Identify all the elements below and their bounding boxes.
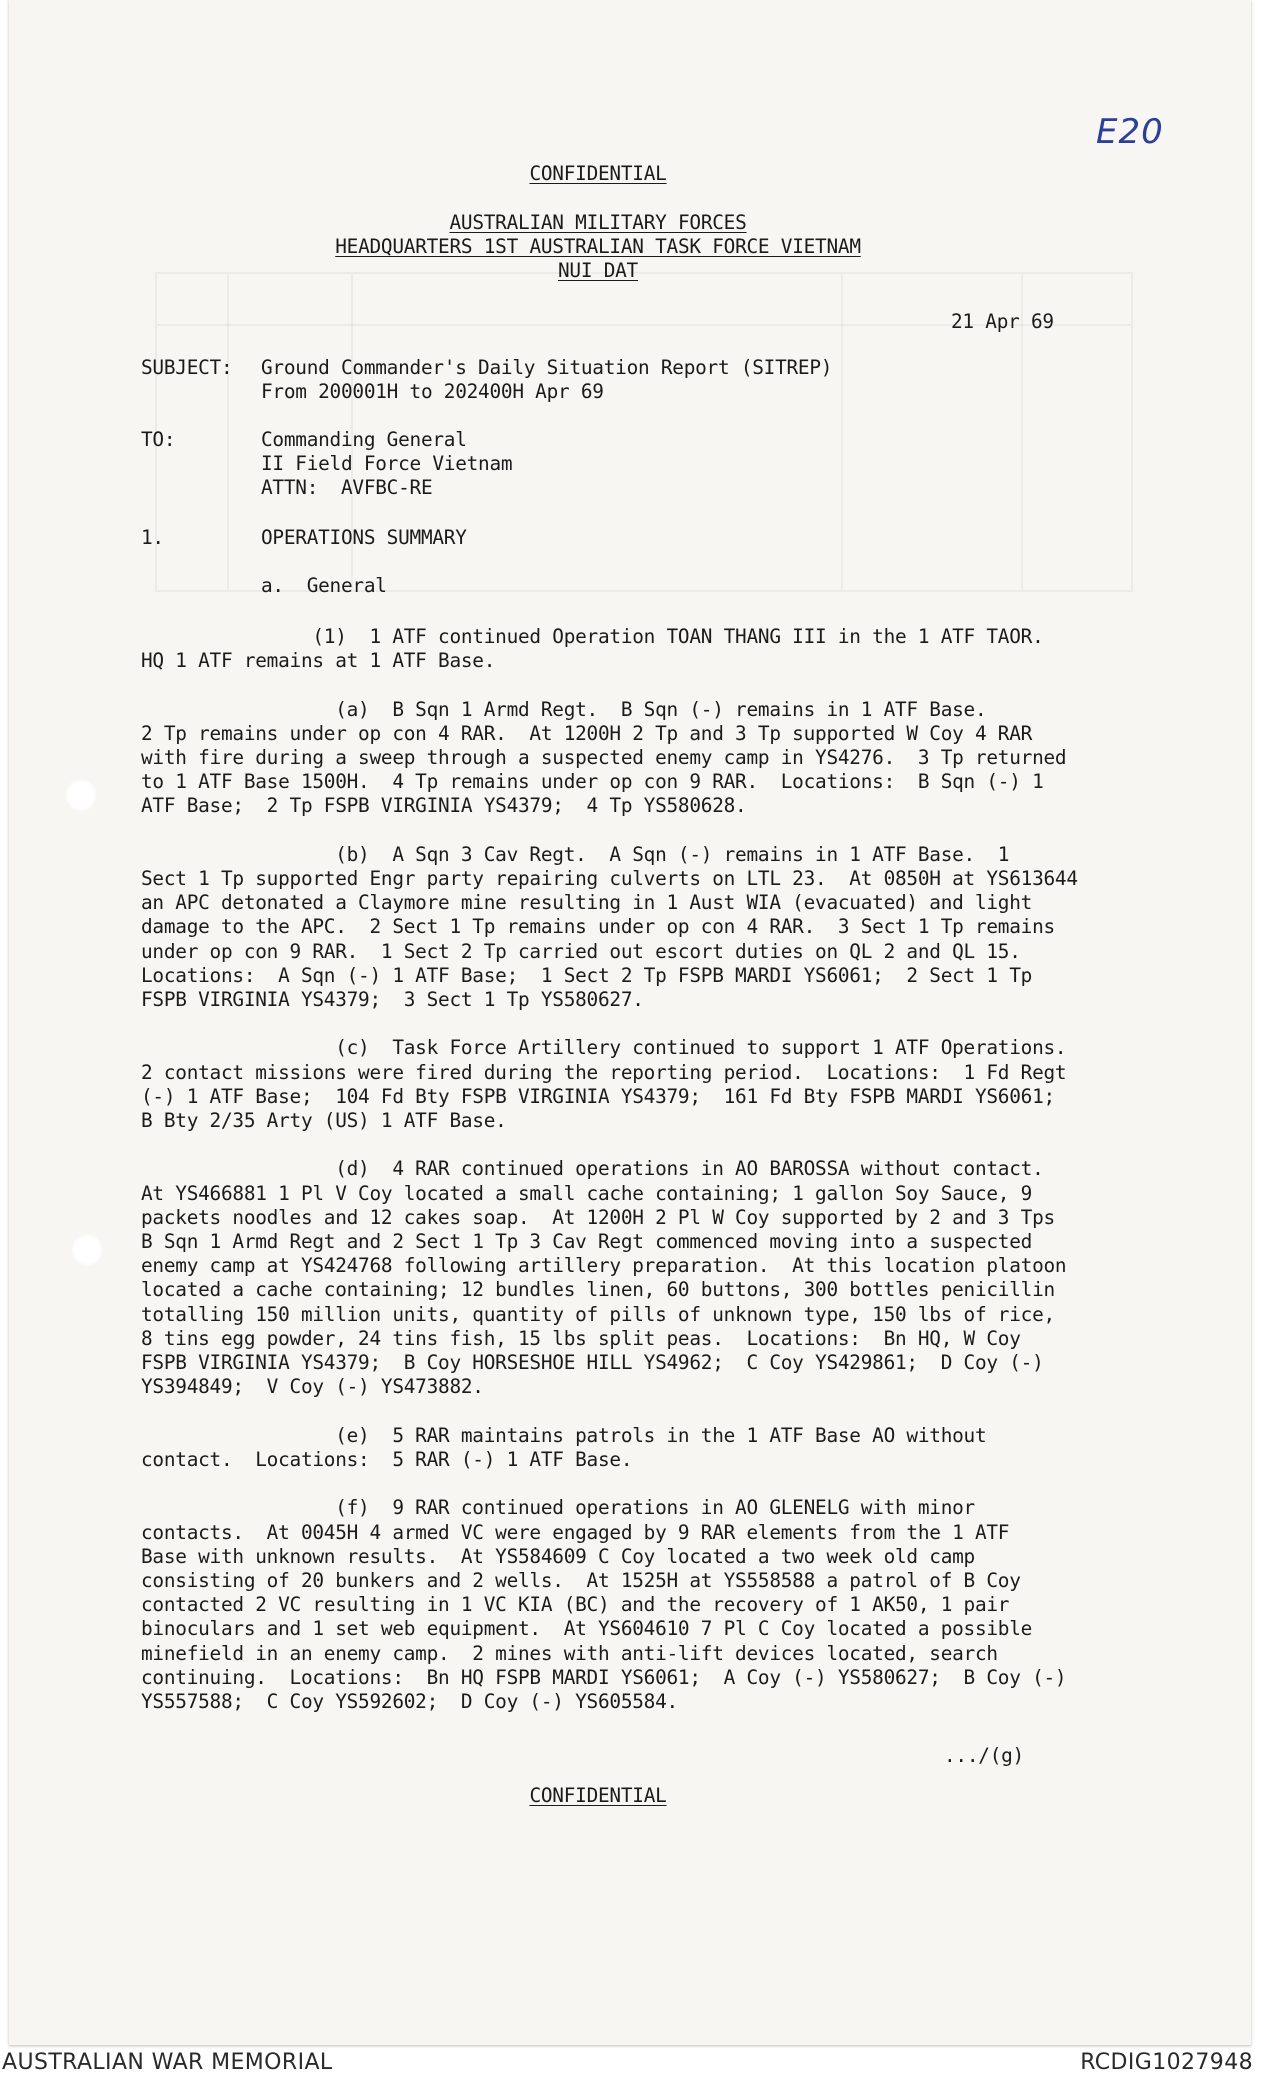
body-line: to 1 ATF Base 1500H. 4 Tp remains under op con 9 RAR. Locations: B Sqn (-) 1: [141, 770, 1044, 794]
body-line: Base with unknown results. At YS584609 C Coy located a two week old camp: [141, 1544, 975, 1568]
body-line: binoculars and 1 set web equipment. At YS604610 7 Pl C Coy located a possible: [141, 1617, 1033, 1641]
body-line: 2 contact missions were fired during the reporting period. Locations: 1 Fd Regt: [141, 1060, 1067, 1084]
classification-bottom: CONFIDENTIAL: [529, 1784, 667, 1807]
body-line: (b) A Sqn 3 Cav Regt. A Sqn (-) remains in 1 ATF Base. 1: [141, 842, 1010, 866]
body-line: (e) 5 RAR maintains patrols in the 1 ATF Base AO without: [141, 1423, 987, 1447]
body-line: contact. Locations: 5 RAR (-) 1 ATF Base.: [141, 1447, 633, 1471]
body-line: (f) 9 RAR continued operations in AO GLENELG with minor: [141, 1496, 975, 1520]
body-line: [141, 1472, 1131, 1496]
to-line-2: II Field Force Vietnam: [261, 452, 513, 475]
body-line: totalling 150 million units, quantity of pills of unknown type, 150 lbs of rice,: [141, 1302, 1055, 1326]
to-label: TO:: [141, 428, 176, 451]
subject-line-2: From 200001H to 202400H Apr 69: [261, 380, 604, 403]
subject-line-1: Ground Commander's Daily Situation Report (SITREP): [261, 356, 833, 379]
org-line-1: AUSTRALIAN MILITARY FORCES: [449, 211, 747, 234]
body-line: 2 Tp remains under op con 4 RAR. At 1200H 2 Tp and 3 Tp supported W Coy 4 RAR: [141, 721, 1033, 745]
body-line: continuing. Locations: Bn HQ FSPB MARDI YS6061; A Coy (-) YS580627; B Coy (-): [141, 1665, 1067, 1689]
classification-top: CONFIDENTIAL: [529, 162, 667, 185]
body-line: damage to the APC. 2 Sect 1 Tp remains under op con 4 RAR. 3 Sect 1 Tp remains: [141, 915, 1055, 939]
body-line: At YS466881 1 Pl V Coy located a small cache containing; 1 gallon Soy Sauce, 9: [141, 1181, 1033, 1205]
body-line: enemy camp at YS424768 following artillery preparation. At this location platoon: [141, 1254, 1067, 1278]
subject-label: SUBJECT:: [141, 356, 233, 379]
document-date: 21 Apr 69: [951, 310, 1054, 333]
body-line: located a cache containing; 12 bundles linen, 60 buttons, 300 bottles penicillin: [141, 1278, 1055, 1302]
body-line: contacts. At 0045H 4 armed VC were engaged by 9 RAR elements from the 1 ATF: [141, 1520, 1010, 1544]
punch-hole: [66, 778, 96, 812]
section-number: 1.: [141, 526, 164, 549]
body-line: B Sqn 1 Armd Regt and 2 Sect 1 Tp 3 Cav Regt commenced moving into a suspected: [141, 1230, 1033, 1254]
to-line-3: ATTN: AVFBC-RE: [261, 476, 433, 499]
body-line: minefield in an enemy camp. 2 mines with anti-lift devices located, search: [141, 1641, 998, 1665]
body-line: [141, 1400, 1131, 1424]
body-line: (c) Task Force Artillery continued to support 1 ATF Operations.: [141, 1036, 1067, 1060]
footer-id: RCDIG1027948: [1080, 2050, 1253, 2075]
to-line-1: Commanding General: [261, 428, 467, 451]
report-body: [141, 625, 1131, 1714]
org-line-2: HEADQUARTERS 1ST AUSTRALIAN TASK FORCE VIETNAM: [335, 235, 861, 258]
body-line: FSPB VIRGINIA YS4379; B Coy HORSESHOE HILL YS4962; C Coy YS429861; D Coy (-): [141, 1351, 1044, 1375]
footer-source: AUSTRALIAN WAR MEMORIAL: [2, 2050, 333, 2075]
body-line: (-) 1 ATF Base; 104 Fd Bty FSPB VIRGINIA YS4379; 161 Fd Bty FSPB MARDI YS6061;: [141, 1084, 1055, 1108]
handwritten-annotation: E20: [1096, 112, 1164, 152]
body-line: an APC detonated a Claymore mine resulting in 1 Aust WIA (evacuated) and light: [141, 891, 1033, 915]
subsection-heading: a. General: [261, 574, 387, 597]
body-line: under op con 9 RAR. 1 Sect 2 Tp carried out escort duties on QL 2 and QL 15.: [141, 939, 1021, 963]
continuation-marker: .../(g): [944, 1744, 1024, 1767]
body-line: [141, 1012, 1131, 1036]
body-line: Sect 1 Tp supported Engr party repairing culverts on LTL 23. At 0850H at YS613644: [141, 867, 1078, 891]
body-line: (1) 1 ATF continued Operation TOAN THANG III in the 1 ATF TAOR.: [141, 625, 1044, 648]
body-line: B Bty 2/35 Arty (US) 1 ATF Base.: [141, 1109, 507, 1133]
org-line-3: NUI DAT: [558, 259, 638, 282]
body-line: with fire during a sweep through a suspected enemy camp in YS4276. 3 Tp returned: [141, 746, 1067, 770]
body-line: [141, 1133, 1131, 1157]
body-line: [141, 673, 1131, 697]
body-line: contacted 2 VC resulting in 1 VC KIA (BC) and the recovery of 1 AK50, 1 pair: [141, 1593, 1010, 1617]
body-line: (d) 4 RAR continued operations in AO BAROSSA without contact.: [141, 1157, 1044, 1181]
body-line: consisting of 20 bunkers and 2 wells. At 1525H at YS558588 a patrol of B Coy: [141, 1568, 1021, 1592]
body-line: (a) B Sqn 1 Armd Regt. B Sqn (-) remains in 1 ATF Base.: [141, 697, 987, 721]
body-line: YS557588; C Coy YS592602; D Coy (-) YS605584.: [141, 1689, 678, 1713]
body-line: 8 tins egg powder, 24 tins fish, 15 lbs split peas. Locations: Bn HQ, W Coy: [141, 1326, 1021, 1350]
body-line: ATF Base; 2 Tp FSPB VIRGINIA YS4379; 4 Tp YS580628.: [141, 794, 747, 818]
body-line: FSPB VIRGINIA YS4379; 3 Sect 1 Tp YS580627.: [141, 988, 644, 1012]
document-page: [9, 0, 1251, 2046]
body-line: HQ 1 ATF remains at 1 ATF Base.: [141, 649, 496, 673]
body-line: [141, 819, 1131, 843]
body-line: Locations: A Sqn (-) 1 ATF Base; 1 Sect 2 Tp FSPB MARDI YS6061; 2 Sect 1 Tp: [141, 963, 1033, 987]
body-line: packets noodles and 12 cakes soap. At 1200H 2 Pl W Coy supported by 2 and 3 Tps: [141, 1205, 1055, 1229]
body-line: YS394849; V Coy (-) YS473882.: [141, 1375, 484, 1399]
punch-hole: [72, 1233, 102, 1267]
section-title: OPERATIONS SUMMARY: [261, 526, 467, 549]
